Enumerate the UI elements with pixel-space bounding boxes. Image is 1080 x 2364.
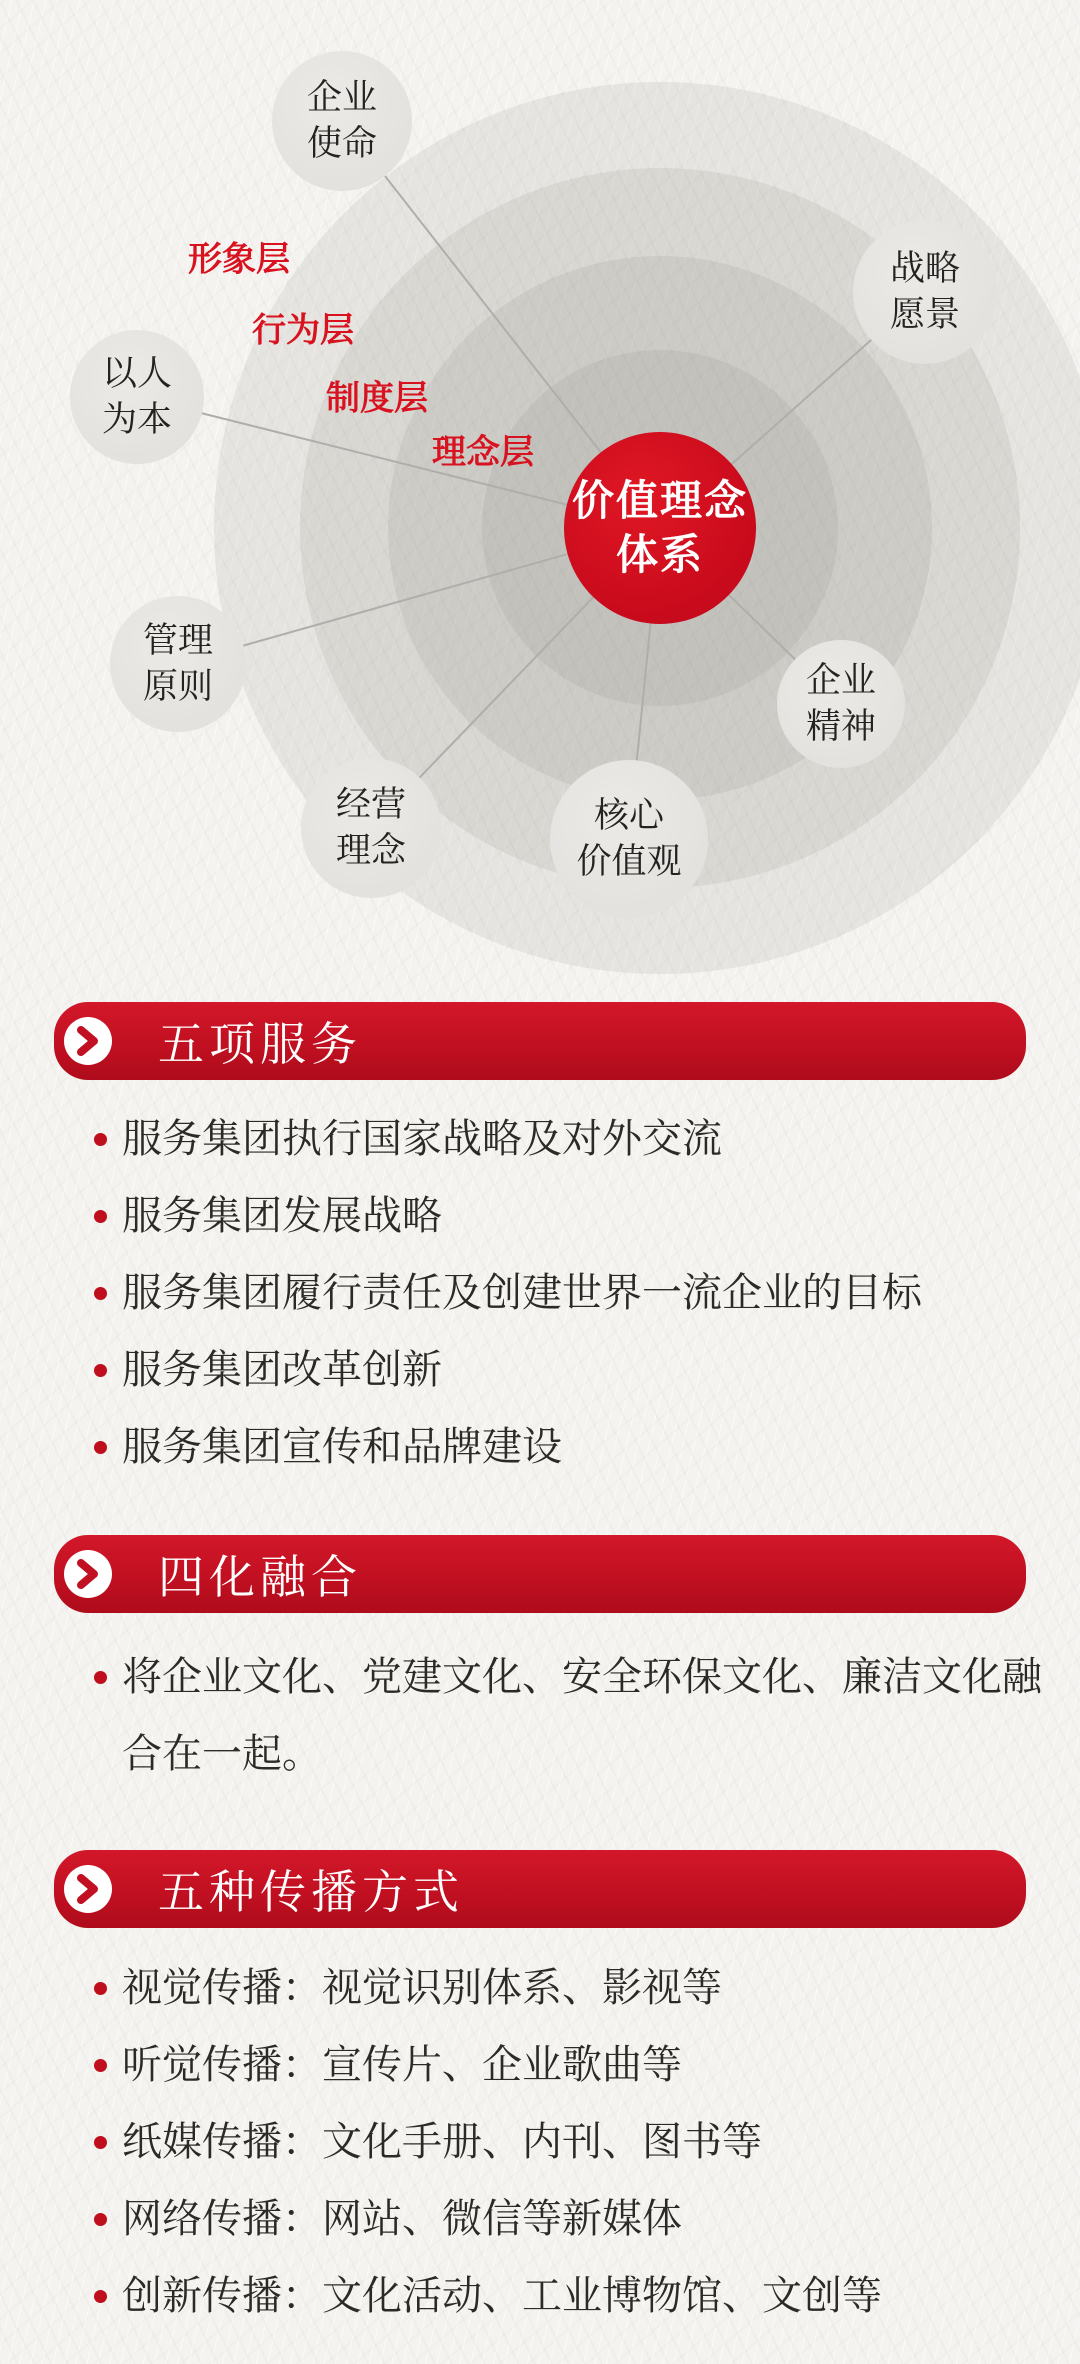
satellite-text: 愿景 [889,295,960,334]
four-integration-list [94,1638,1042,1792]
section-title: 四化融合 [158,1552,362,1603]
chevron-right-icon [64,1017,112,1065]
list-item-text: 服务集团执行国家战略及对外交流 [122,1116,722,1161]
satellite-business-philosophy [301,758,441,898]
center-circle-text: 价值理念 [571,477,748,524]
list-item-text: 纸媒传播：文化手册、内刊、图书等 [122,2119,762,2164]
list-item-text: 听觉传播：宣传片、企业歌曲等 [122,2042,682,2087]
satellite-text: 使命 [306,124,377,163]
list-item [94,1638,1042,1792]
list-item-text: 将企业文化、党建文化、安全环保文化、廉洁文化融合在一起。 [122,1654,1042,1776]
layer-label-system: 制度层 [326,379,428,418]
satellite-text: 理念 [335,831,406,870]
satellite-text: 原则 [142,667,213,706]
list-item [94,2103,1040,2180]
satellite-enterprise-spirit [777,640,905,768]
list-item-text: 创新传播：文化活动、工业博物馆、文创等 [122,2273,882,2318]
bullet-dot-icon [94,1671,107,1684]
center-circle-text: 体系 [615,531,704,578]
section-banner-five-communication [54,1850,1026,1928]
five-services-list [94,1100,1040,1485]
bullet-dot-icon [94,1133,107,1146]
chevron-right-icon [64,1865,112,1913]
satellite-people-oriented [70,330,204,464]
list-item [94,1100,1040,1177]
list-item [94,2180,1040,2257]
section-banner-four-integration [54,1535,1026,1613]
section-title: 五项服务 [158,1019,362,1070]
satellite-text: 为本 [101,400,172,439]
bullet-dot-icon [94,1441,107,1454]
list-item-text: 服务集团改革创新 [122,1347,442,1392]
section-title: 五种传播方式 [158,1867,464,1918]
list-item-text: 服务集团宣传和品牌建设 [122,1424,562,1469]
list-item-text: 服务集团发展战略 [122,1193,442,1238]
satellite-text: 核心 [593,796,664,835]
culture-system-diagram [0,0,1080,960]
five-communication-list [94,1949,1040,2334]
satellite-text: 以人 [101,354,172,393]
satellite-text: 精神 [805,707,876,746]
satellite-text: 企业 [306,78,377,117]
list-item-text: 网络传播：网站、微信等新媒体 [122,2196,682,2241]
satellite-text: 价值观 [576,842,682,881]
bullet-dot-icon [94,2136,107,2149]
center-value-system-circle [564,432,756,624]
list-item [94,1949,1040,2026]
list-item [94,1408,1040,1485]
layer-label-concept: 理念层 [432,433,534,472]
section-banner-five-services [54,1002,1026,1080]
bullet-dot-icon [94,1364,107,1377]
bullet-dot-icon [94,2290,107,2303]
bullet-dot-icon [94,1982,107,1995]
layer-label-behavior: 行为层 [252,311,354,350]
satellite-strategic-vision [853,220,997,364]
bullet-dot-icon [94,1287,107,1300]
satellite-core-values [550,760,708,918]
satellite-text: 战略 [889,249,960,288]
list-item-text: 服务集团履行责任及创建世界一流企业的目标 [122,1270,922,1315]
list-item [94,1177,1040,1254]
list-item-text: 视觉传播：视觉识别体系、影视等 [122,1965,722,2010]
bullet-dot-icon [94,2213,107,2226]
list-item [94,1254,1040,1331]
satellite-corporate-mission [272,51,412,191]
list-item [94,2026,1040,2103]
chevron-right-icon [64,1550,112,1598]
satellite-text: 企业 [805,661,876,700]
bullet-dot-icon [94,2059,107,2072]
bullet-dot-icon [94,1210,107,1223]
connector-lines [0,0,1080,960]
satellite-management-principles [110,596,246,732]
satellite-text: 管理 [142,621,213,660]
layer-label-image: 形象层 [188,240,290,279]
list-item [94,1331,1040,1408]
list-item [94,2257,1040,2334]
satellite-text: 经营 [335,785,406,824]
